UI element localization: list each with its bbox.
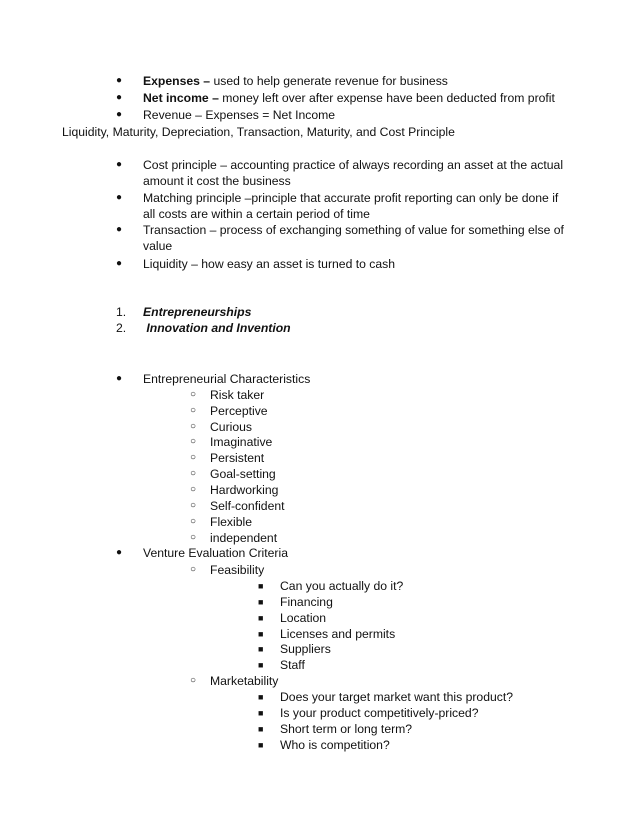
net-income-item (143, 90, 555, 106)
characteristic-item: Persistent (210, 451, 265, 465)
bullet-square: ■ (258, 692, 264, 702)
revenue-item: Revenue – Expenses = Net Income (143, 108, 336, 122)
terms-line: Liquidity, Maturity, Depreciation, Transaction, Maturity, and Cost Principle (62, 125, 455, 139)
bullet-circle: ○ (190, 564, 197, 575)
marketability-item: Who is competition? (280, 738, 390, 752)
characteristic-item: Curious (210, 420, 252, 434)
bullet-circle: ○ (190, 452, 197, 463)
bullet-square: ■ (258, 708, 264, 718)
feasibility-item: Location (280, 611, 327, 625)
bullet-circle: ○ (190, 532, 197, 543)
bullet-circle: ○ (190, 389, 197, 400)
bullet-square: ■ (258, 629, 264, 639)
venture-heading: Venture Evaluation Criteria (143, 546, 288, 560)
characteristic-item: independent (210, 531, 278, 545)
bullet-disc: ● (116, 92, 123, 103)
marketability-item: Short term or long term? (280, 722, 413, 736)
feasibility-item: Licenses and permits (280, 627, 396, 641)
bullet-disc: ● (116, 224, 123, 235)
bullet-disc: ● (116, 75, 123, 86)
feasibility-item: Suppliers (280, 642, 331, 656)
characteristic-item: Flexible (210, 515, 252, 529)
bullet-circle: ○ (190, 468, 197, 479)
numbered-item-number: 1. (116, 305, 127, 319)
bullet-circle: ○ (190, 405, 197, 416)
bullet-circle: ○ (190, 675, 197, 686)
bullet-square: ■ (258, 724, 264, 734)
marketability-item: Does your target market want this product? (280, 690, 514, 704)
characteristic-item: Goal-setting (210, 467, 276, 481)
characteristic-item: Hardworking (210, 483, 279, 497)
marketability-item: Is your product competitively-priced? (280, 706, 479, 720)
definition-cost-principle-line1: Cost principle – accounting practice of always recording an asset at the actual (143, 158, 564, 172)
numbered-item-number: 2. (116, 321, 127, 335)
bullet-circle: ○ (190, 421, 197, 432)
expenses-text: used to help generate revenue for business (210, 74, 448, 88)
characteristic-item: Risk taker (210, 388, 265, 402)
numbered-item-innovation: Innovation and Invention (143, 321, 291, 335)
definition-cost-principle-line2: amount it cost the business (143, 174, 291, 188)
bullet-disc: ● (116, 258, 123, 269)
bullet-square: ■ (258, 597, 264, 607)
characteristics-heading: Entrepreneurial Characteristics (143, 372, 311, 386)
bullet-square: ■ (258, 644, 264, 654)
bullet-circle: ○ (190, 500, 197, 511)
bullet-circle: ○ (190, 516, 197, 527)
bullet-square: ■ (258, 740, 264, 750)
bullet-disc: ● (116, 159, 123, 170)
bullet-square: ■ (258, 581, 264, 591)
characteristic-item: Self-confident (210, 499, 285, 513)
definition-matching-principle-line2: all costs are within a certain period of time (143, 207, 370, 221)
expenses-item (143, 73, 448, 89)
marketability-label: Marketability (210, 674, 279, 688)
feasibility-item: Staff (280, 658, 305, 672)
feasibility-item: Can you actually do it? (280, 579, 404, 593)
definition-transaction-line2: value (143, 239, 173, 253)
net-income-term: Net income – (143, 91, 219, 105)
bullet-disc: ● (116, 547, 123, 558)
characteristic-item: Imaginative (210, 435, 273, 449)
bullet-square: ■ (258, 613, 264, 623)
bullet-disc: ● (116, 192, 123, 203)
definition-liquidity: Liquidity – how easy an asset is turned to cash (143, 257, 396, 271)
definition-matching-principle-line1: Matching principle –principle that accurate profit reporting can only be done if (143, 191, 559, 205)
bullet-disc: ● (116, 373, 123, 384)
definition-transaction-line1: Transaction – process of exchanging something of value for something else of (143, 223, 564, 237)
bullet-circle: ○ (190, 436, 197, 447)
net-income-text: money left over after expense have been deducted from profit (218, 91, 555, 105)
bullet-circle: ○ (190, 484, 197, 495)
expenses-term: Expenses – (143, 74, 211, 88)
characteristic-item: Perceptive (210, 404, 268, 418)
feasibility-label: Feasibility (210, 563, 265, 577)
bullet-disc: ● (116, 109, 123, 120)
feasibility-item: Financing (280, 595, 333, 609)
bullet-square: ■ (258, 660, 264, 670)
numbered-item-entrepreneurships: Entrepreneurships (143, 305, 252, 319)
